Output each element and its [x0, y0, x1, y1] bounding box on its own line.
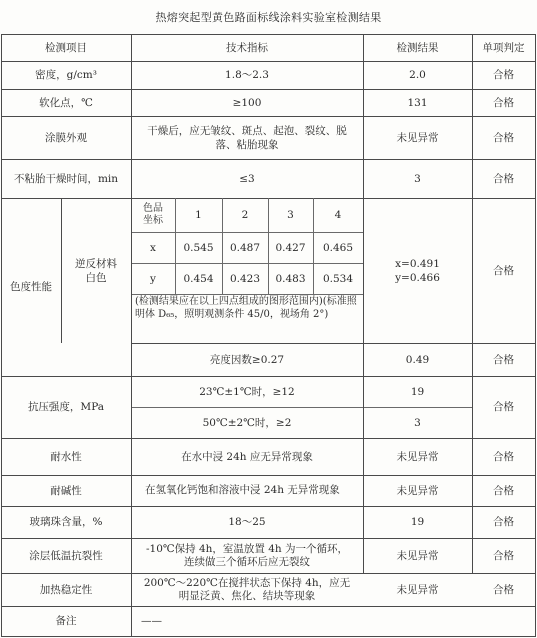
chroma-head-2: 2 [241, 209, 249, 221]
chroma-head-1: 1 [195, 209, 202, 221]
water-result: 未见异常 [396, 450, 439, 463]
chroma-head-4: 4 [334, 209, 342, 221]
alkali-spec: 在氢氧化钙饱和溶液中浸 24h 无异常现象 [145, 484, 340, 496]
chroma-x-4: 0.465 [322, 241, 354, 254]
color-item: 色度性能 [10, 281, 52, 293]
chroma-x-3: 0.427 [275, 241, 306, 254]
lowtemp-result: 未见异常 [396, 549, 439, 562]
softening-item: 软化点，℃ [39, 96, 93, 109]
chroma-x-2: 0.487 [229, 241, 261, 254]
luminance-result: 0.49 [405, 353, 430, 366]
lowtemp-judge: 合格 [493, 549, 514, 562]
appearance-result: 未见异常 [396, 131, 439, 144]
alkali-item: 耐碱性 [50, 484, 82, 497]
compressive-result-1: 19 [410, 385, 425, 398]
beads-spec: 18～25 [228, 516, 266, 528]
beads-item: 玻璃珠含量，% [29, 516, 103, 528]
heat-item: 加热稳定性 [39, 583, 93, 596]
chroma-y-2: 0.423 [229, 272, 261, 285]
density-spec: 1.8～2.3 [225, 69, 269, 81]
chroma-note: (检测结果应在以上四点组成的图形范围内)(标准照明体 D₆₅，照明观测条件 45/0，视场角 2°) [135, 296, 357, 320]
appearance-item: 涂膜外观 [45, 131, 87, 144]
softening-spec: ≥100 [232, 96, 262, 109]
density-result: 2.0 [409, 69, 426, 81]
report-title: 热熔突起型黄色路面标线涂料实验室检测结果 [155, 11, 382, 24]
alkali-judge: 合格 [493, 484, 514, 497]
color-result: x=0.491 y=0.466 [395, 257, 440, 284]
compressive-judge: 合格 [493, 401, 514, 413]
chroma-y-4: 0.534 [322, 272, 354, 285]
beads-result: 19 [410, 516, 425, 528]
header-judge: 单项判定 [482, 41, 525, 54]
density-item: 密度，g/cm³ [35, 69, 97, 81]
chroma-head-3: 3 [287, 209, 294, 221]
water-judge: 合格 [493, 450, 514, 463]
alkali-result: 未见异常 [396, 484, 439, 497]
compressive-spec-2: 50℃±2℃时，≥2 [202, 416, 292, 429]
remark-label: 备注 [55, 615, 77, 627]
chroma-x-1: 0.545 [183, 241, 214, 254]
water-spec: 在水中浸 24h 应无异常现象 [181, 450, 313, 463]
compressive-result-2: 3 [414, 416, 421, 429]
color-sub-item: 逆反材料白色 [75, 257, 117, 284]
appearance-judge: 合格 [493, 131, 514, 144]
lowtemp-spec: -10℃保持 4h，室温放置 4h 为一个循环，连续做三个循环后应无裂纹 [145, 542, 349, 568]
appearance-spec: 干燥后，应无皱纹、斑点、起泡、裂纹、脱落、粘胎现象 [147, 124, 347, 151]
compressive-spec-1: 23℃±1℃时，≥12 [199, 385, 295, 398]
heat-result: 未见异常 [396, 583, 439, 596]
table-border-bottom [1, 636, 535, 637]
color-judge: 合格 [493, 264, 514, 277]
chroma-x-label: x [150, 241, 156, 254]
remark-value: —— [141, 615, 162, 627]
header-result: 检测结果 [396, 41, 439, 54]
beads-judge: 合格 [493, 516, 514, 528]
softening-result: 131 [407, 96, 428, 109]
chroma-y-1: 0.454 [183, 272, 214, 285]
header-item: 检测项目 [45, 41, 87, 54]
luminance-judge: 合格 [493, 353, 514, 366]
luminance-spec: 亮度因数≥0.27 [209, 353, 285, 366]
chroma-head-label: 色品坐标 [143, 202, 163, 226]
chroma-y-3: 0.483 [275, 272, 306, 285]
water-item: 耐水性 [50, 450, 82, 463]
chroma-y-label: y [150, 272, 156, 285]
drying-spec: ≤3 [239, 172, 255, 185]
drying-item: 不粘胎干燥时间，min [13, 172, 119, 185]
density-judge: 合格 [493, 69, 514, 81]
drying-judge: 合格 [493, 172, 514, 185]
lowtemp-item: 涂层低温抗裂性 [29, 549, 103, 562]
drying-result: 3 [414, 172, 421, 185]
compressive-item: 抗压强度，MPa [27, 401, 105, 413]
heat-spec: 200℃～220℃在搅拌状态下保持 4h，应无明显泛黄、焦化、结块等现象 [143, 576, 351, 602]
header-spec: 技术指标 [226, 41, 268, 54]
heat-judge: 合格 [493, 583, 514, 596]
softening-judge: 合格 [493, 96, 514, 109]
table-border-right [535, 34, 536, 637]
